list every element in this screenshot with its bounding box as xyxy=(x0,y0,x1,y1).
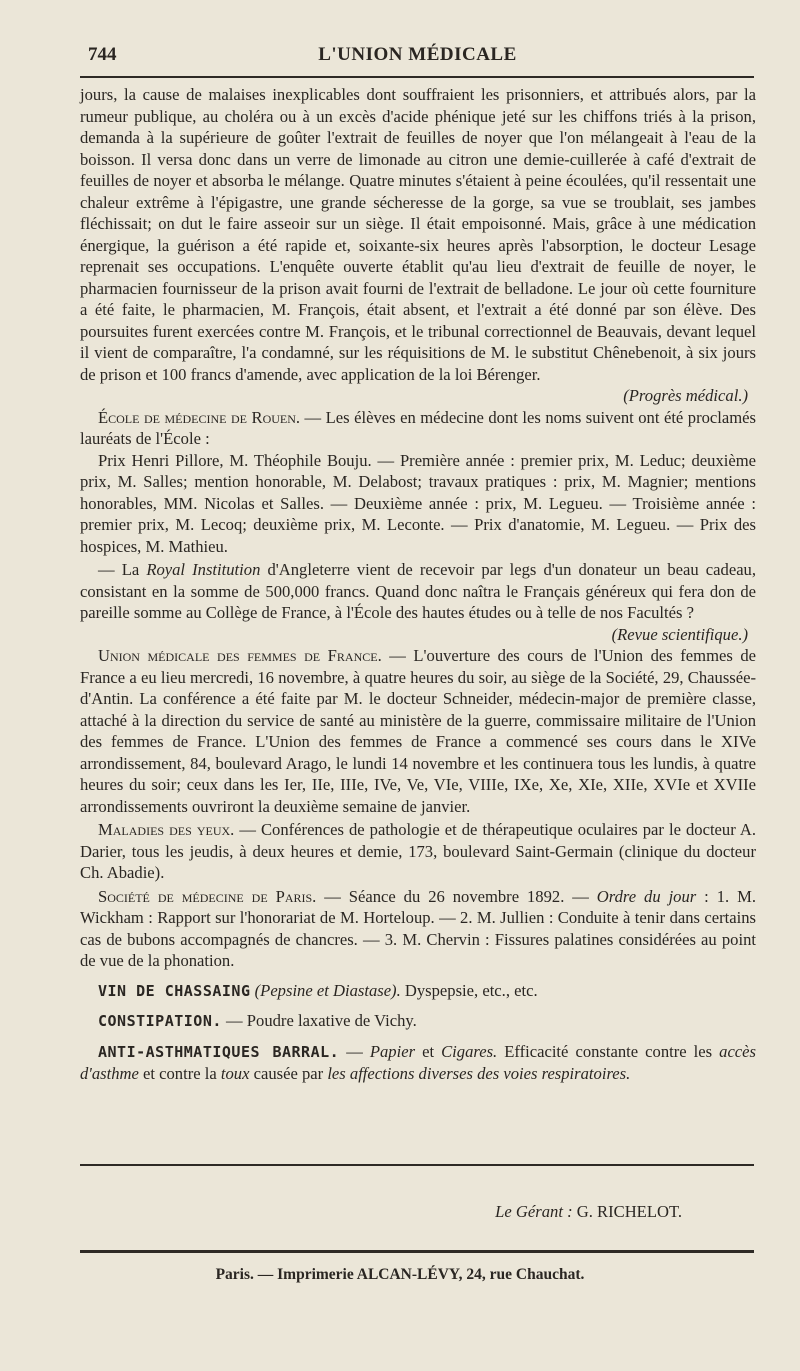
paragraph-maladies-yeux xyxy=(80,819,756,884)
ad-brand-barral: ANTI-ASTHMATIQUES BARRAL. xyxy=(98,1042,340,1061)
ad-italic-papier: Papier xyxy=(369,1041,416,1061)
text-societe-a: — Séance du 26 novembre 1892. — xyxy=(316,886,597,906)
ad-text-barral-c: Efficacité constante contre les xyxy=(497,1041,720,1061)
ad-text-barral-d: et contre la xyxy=(138,1064,221,1083)
article-body xyxy=(80,84,756,1085)
header-rule xyxy=(80,76,754,78)
page-header xyxy=(80,44,755,74)
royal-institution-title: Royal Institution xyxy=(146,560,261,579)
heading-maladies-yeux: Maladies des yeux. xyxy=(98,820,235,839)
ad-text-chassaing: Dyspepsie, etc., etc. xyxy=(400,980,538,1000)
manager-label: Le Gérant : xyxy=(495,1202,573,1221)
ad-italic-acces: accès d'asthme xyxy=(80,1041,756,1083)
heading-ecole-rouen: École de médecine de Rouen. xyxy=(98,407,301,427)
heading-societe-medecine: Société de médecine de Paris. xyxy=(98,886,317,906)
ordre-du-jour: Ordre du jour xyxy=(596,886,697,906)
ad-vin-chassaing xyxy=(80,980,756,1003)
ad-italic-affections: les affections diverses des voies respiratoires. xyxy=(327,1064,631,1083)
dash-royal: — La xyxy=(98,560,147,579)
ad-brand-chassaing: VIN DE CHASSAING xyxy=(98,981,251,1000)
paragraph-royal-institution xyxy=(80,559,756,624)
paragraph-ecole-rouen xyxy=(80,407,756,450)
text-maladies-yeux: — Conférences de pathologie et de thérapeutique oculaires par le docteur A. Darier, tous les jeudis, à deux heures et demie, 173, boulevard Saint-Germain (clinique du docteur Ch. Abadie). xyxy=(80,820,756,882)
ad-brand-constipation: CONSTIPATION. xyxy=(98,1012,222,1030)
ad-italic-toux: toux xyxy=(220,1064,250,1083)
manager-name: G. RICHELOT. xyxy=(572,1202,682,1221)
source-progres-medical: (Progrès médical.) xyxy=(623,386,748,405)
ad-text-constipation: — Poudre laxative de Vichy. xyxy=(221,1011,417,1030)
text-ecole-rouen: — Les élèves en médecine dont les noms suivent ont été proclamés lauréats de l'École : xyxy=(80,407,756,448)
text-union-femmes: — L'ouverture des cours de l'Union des femmes de France a eu lieu mercredi, 16 novembre, à quatre heures du soir, au siège de la Société, 29, Chaussée-d'Antin. La conférence a été faite par M. le docteur Schneider, médecin-major de première classe, attaché à la direction du service de santé au ministère de la guerre, commissaire militaire de l'Union des femmes de France. L'Union des femmes de France a commencé ses cours dans le XIVe arrondissement, 84, boulevard Arago, le lundi 14 novembre et les continuera tous les lundis, à quatre heures du soir; ceux dans les Ier, IIe, IIIe, IVe, Ve, VIe, VIIIe, IXe, Xe, XIe, XIIe, XVIe et XVIIe arrondissements ouvriront la deuxième semaine de janvier. xyxy=(80,646,756,816)
paragraph-societe-medecine xyxy=(80,886,756,972)
heading-union-femmes: Union médicale des femmes de France. xyxy=(98,646,382,665)
printer-imprint: Paris. — Imprimerie ALCAN-LÉVY, 24, rue Chauchat. xyxy=(215,1266,585,1283)
ad-text-barral-e: causée par xyxy=(249,1064,328,1083)
printer-rule xyxy=(80,1250,754,1253)
ad-text-barral-a: — xyxy=(339,1041,370,1061)
page-number: 744 xyxy=(88,44,117,65)
paragraph-poisoning: jours, la cause de malaises inexplicables dont souffraient les prisonniers, et attribués alors, par la rumeur publique, au choléra ou à un excès d'acide phénique jeté sur les chiffons triés à la prison, demanda à la supérieure de goûter l'extrait de feuilles de noyer que l'on mélangeait à l'eau de la boisson. Il versa donc dans un verre de limonade au citron une demie-cuillerée à café d'extrait de feuilles de noyer et absorba le mélange. Quatre minutes s'étaient à peine écoulées, qu'il ressentait une chaleur extrême à l'épigastre, une grande sécheresse de la gorge, sa vue se troublait, ses jambes fléchissait; on dut le faire asseoir sur un siège. Il était empoisonné. Mais, grâce à une médication énergique, la guérison a été rapide et, soixante-six heures après l'absorption, le docteur Lesage reprenait ses occupations. L'enquête ouverte établit qu'au lieu d'extrait de feuille de noyer, le pharmacien fournisseur de la prison avait fourni de l'extrait de belladone. Le jour où cette fourniture a été faite, le pharmacien, M. François, était absent, et l'extrait a été donné par son élève. Des poursuites furent exercées contre M. François, et le tribunal correctionnel de Beauvais, devant lequel il vient de comparaître, l'a condamné, sur les réquisitions de M. le substitut Chênebenoit, à six jours de prison et 100 francs d'amende, avec application de la loi Bérenger. xyxy=(80,85,756,384)
ad-text-barral-b: et xyxy=(415,1041,442,1061)
text-royal: d'Angleterre vient de recevoir par legs d'un donateur un beau cadeau, consistant en la somme de 500,000 francs. Quand donc naîtra le Français généreux qui fera don de pareille somme au Collège de France, à l'École des hautes études ou à telle de nos Facultés ? xyxy=(80,560,756,622)
ad-italic-cigares: Cigares. xyxy=(441,1041,498,1061)
manager-signature xyxy=(495,1202,682,1222)
running-title: L'UNION MÉDICALE xyxy=(318,44,517,65)
footer-rule xyxy=(80,1164,754,1166)
ad-constipation xyxy=(80,1010,756,1033)
paragraph-prix-list: Prix Henri Pillore, M. Théophile Bouju. — Première année : premier prix, M. Leduc; deuxième prix, M. Salles; mention honorable, M. Delabost; travaux pratiques : prix, M. Magnier; mentions honorables, MM. Nicolas et Salles. — Deuxième année : prix, M. Legueu. — Troisième année : premier prix, M. Lecoq; deuxième prix, M. Leconte. — Prix d'anatomie, M. Legueu. — Prix des hospices, M. Mathieu. xyxy=(80,450,756,556)
ad-italic-chassaing: (Pepsine et Diastase). xyxy=(254,980,401,1000)
ad-anti-asthmatiques xyxy=(80,1041,756,1085)
text-societe-b: : 1. M. Wickham : Rapport sur l'honorariat de M. Horteloup. — 2. M. Jullien : Conduite à tenir dans certains cas de bubons accompagnés de chancres. — 3. M. Chervin : Fissures palatines considérées au point de vue de la phonation. xyxy=(80,886,756,970)
source-revue-scientifique: (Revue scientifique.) xyxy=(611,624,748,644)
paragraph-union-femmes xyxy=(80,645,756,817)
